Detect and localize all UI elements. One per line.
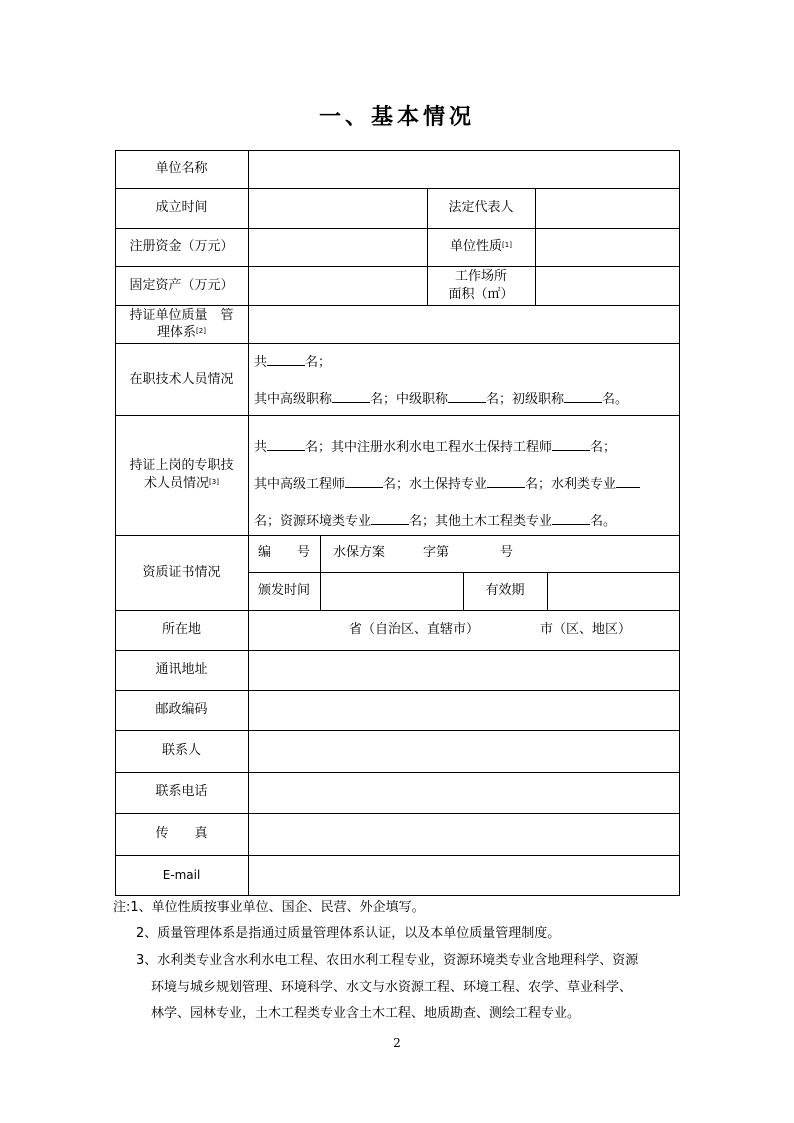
fixed-assets-field[interactable] [250,268,426,303]
label-tech-staff: 在职技术人员情况 [129,372,234,387]
row-divider [115,343,680,344]
validity-field[interactable] [549,574,678,608]
label-contact: 联系人 [161,743,201,758]
note-3-line-1: 3、水利类专业含水利水电工程、农田水利工程专业，资源环境类专业含地理科学、资源 [136,953,639,968]
workplace-area-field[interactable] [537,268,678,303]
blank-field[interactable] [564,390,602,403]
number-value-c: 号 [500,545,514,560]
label-reg-capital: 注册资金（万元） [129,239,234,254]
note-2: 2、质量管理体系是指通过质量管理体系认证，以及本单位质量管理制度。 [136,926,561,941]
row-divider [115,690,680,691]
label-qms-1: 持证单位质量 管 [129,308,234,323]
qms-field[interactable] [250,307,678,341]
blank-field[interactable] [552,438,590,451]
email-field[interactable] [250,857,678,894]
established-field[interactable] [250,190,426,226]
blank-field[interactable] [345,475,383,488]
row-divider [115,305,680,306]
blank-field[interactable] [487,475,525,488]
location-value-a: 省（自治区、直辖市） [349,622,480,637]
row-divider [248,572,680,573]
blank-field[interactable] [267,353,305,366]
contact-field[interactable] [250,732,678,770]
blank-field[interactable] [448,390,486,403]
blank-field[interactable] [267,438,305,451]
number-value-a: 水保方案 [333,545,386,560]
label-email: E-mail [162,868,201,882]
row-divider [115,813,680,814]
label-unit-name: 单位名称 [155,161,208,176]
phone-field[interactable] [250,774,678,811]
tech-staff-line-2: 其中高级职称 名；中级职称 名；初级职称 名。 [254,392,629,407]
column-divider [320,535,321,610]
page-title: 一、基本情况 [318,105,475,130]
label-issue-date: 颁发时间 [257,583,310,598]
cert-staff-line-3: 名；资源环境类专业 名；其他土木工程类专业 名。 [254,514,617,529]
label-qms-2: 理体系[2] [157,325,206,340]
label-workplace-area-2: 面积（㎡） [448,287,514,302]
note-3-line-2: 环境与城乡规划管理、环境科学、水文与水资源工程、环境工程、农学、草业科学、 [151,980,633,995]
blank-field[interactable] [332,390,370,403]
row-divider [115,610,680,611]
column-divider [535,188,536,305]
label-fixed-assets: 固定资产（万元） [129,278,234,293]
number-value-b: 字第 [423,545,450,560]
row-divider [115,730,680,731]
row-divider [115,188,680,189]
column-divider [547,572,548,610]
unit-nature-field[interactable] [537,230,678,264]
label-workplace-area-1: 工作场所 [454,269,507,284]
cert-staff-line-1: 共 名；其中注册水利水电工程水土保持工程师 名； [254,440,617,455]
blank-field[interactable] [616,475,640,488]
blank-field[interactable] [371,512,409,525]
unit-name-field[interactable] [250,153,678,187]
address-field[interactable] [250,652,678,688]
fax-field[interactable] [250,815,678,853]
column-divider [248,150,249,896]
label-postcode: 邮政编码 [155,702,208,717]
label-number: 编 号 [257,545,310,560]
cert-staff-line-2: 其中高级工程师 名；水土保持专业 名；水利类专业 [254,475,640,493]
legal-rep-field[interactable] [537,190,678,226]
blank-field[interactable] [552,512,590,525]
row-divider [115,415,680,416]
postcode-field[interactable] [250,692,678,728]
reg-capital-field[interactable] [250,230,426,264]
label-legal-rep: 法定代表人 [448,200,514,215]
row-divider [115,772,680,773]
tech-staff-line-1: 共 名； [254,355,332,370]
issue-date-field[interactable] [322,574,462,608]
note-1: 注:1、单位性质按事业单位、国企、民营、外企填写。 [113,900,425,915]
note-3-line-3: 林学、园林专业，土木工程类专业含土木工程、地质勘查、测绘工程专业。 [151,1006,581,1021]
label-fax: 传 真 [155,826,208,841]
label-phone: 联系电话 [155,784,208,799]
label-cert-staff-2: 术人员情况[3] [144,476,219,491]
label-location: 所在地 [161,622,201,637]
page-number: 2 [393,1036,401,1050]
row-divider [115,228,680,229]
label-validity: 有效期 [485,583,525,598]
row-divider [115,535,680,536]
label-unit-nature: 单位性质[1] [450,239,512,254]
row-divider [115,266,680,267]
label-address: 通讯地址 [155,662,208,677]
row-divider [115,650,680,651]
row-divider [115,855,680,856]
label-established: 成立时间 [155,200,208,215]
label-qualification: 资质证书情况 [142,565,221,580]
label-cert-staff-1: 持证上岗的专职技 [129,458,234,473]
location-value-b: 市（区、地区） [540,622,632,637]
